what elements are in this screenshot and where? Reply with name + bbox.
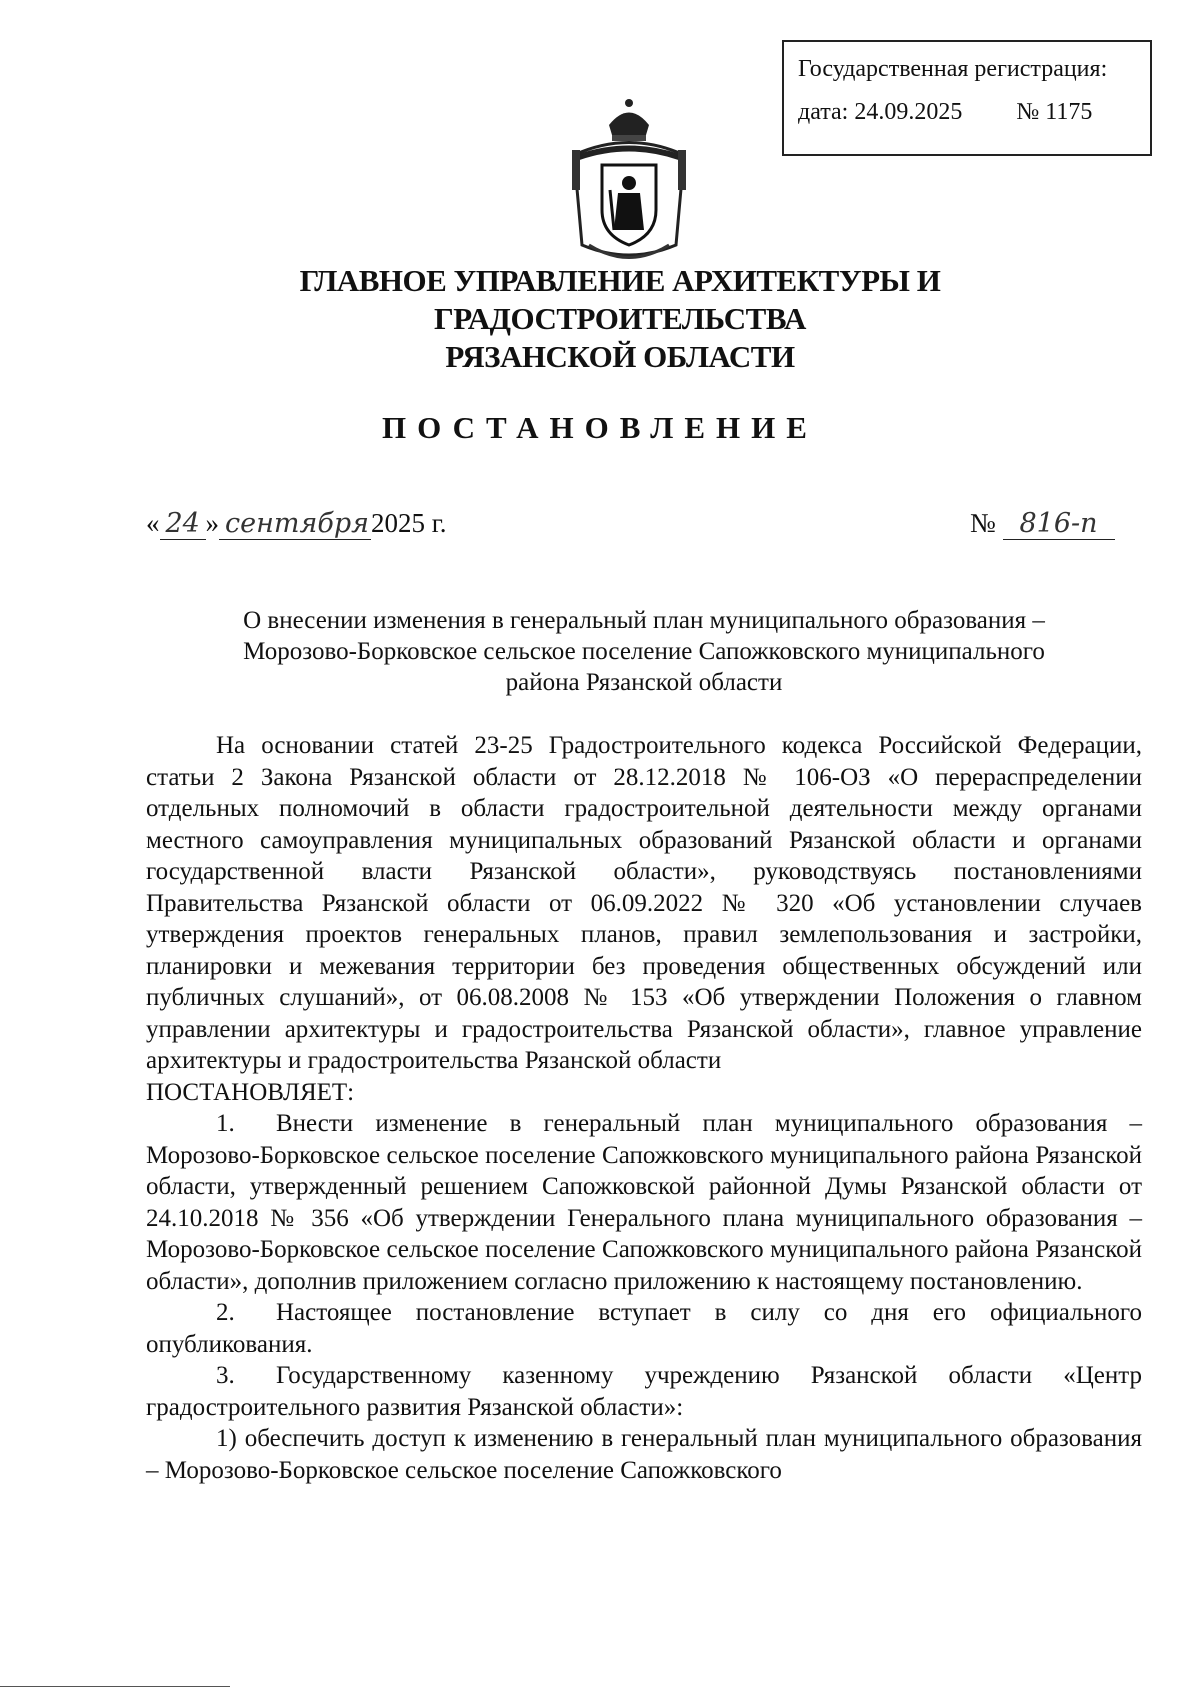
list-item-number: 2. bbox=[216, 1299, 235, 1326]
document-type: ПОСТАНОВЛЕНИЕ bbox=[382, 410, 818, 445]
registration-stamp bbox=[782, 40, 1152, 156]
preamble-paragraph: На основании статей 23-25 Градостроительного кодекса Российской Федерации, статьи 2 Закона Рязанской области от 28.12.2018 № 106-ОЗ «О перераспределении отдельных полномочий в области градостроительной деятельности между органами местного самоуправления муниципальных образований Рязанской области и органами государственной власти Рязанской области», руководствуясь постановлениями Правительства Рязанской области от 06.09.2022 № 320 «Об установлении случаев утверждения проектов генеральных планов, правил землепользования и застройки, планировки и межевания территории без проведения общественных обсуждений или публичных слушаний», от 06.08.2008 № 153 «Об утверждении Положения о главном управлении архитектуры и градостроительства Рязанской области», главное управление архитектуры и градостроительства Рязанской области bbox=[146, 732, 1142, 1074]
list-item-3 bbox=[146, 1360, 1142, 1423]
registration-date: дата: 24.09.2025 bbox=[798, 99, 963, 125]
list-item-1 bbox=[146, 1108, 1142, 1297]
document-body bbox=[146, 730, 1142, 1486]
subject-line1: О внесении изменения в генеральный план муниципального образования – bbox=[243, 607, 1045, 634]
date-open-quote: « bbox=[146, 508, 160, 538]
coat-of-arms-emblem bbox=[564, 95, 694, 265]
registration-details bbox=[798, 99, 1150, 126]
date-close-quote: » bbox=[205, 508, 219, 538]
date-day: 24 bbox=[160, 508, 206, 540]
document-number bbox=[970, 508, 1115, 540]
list-item-text: Внести изменение в генеральный план муниципального образования – Морозово-Борковское сельское поселение Сапожковского муниципального района Рязанской области, утвержденный решением Сапожковской районной Думы Рязанской области от 24.10.2018 № 356 «Об утверждении Генерального плана муниципального образования – Морозово-Борковское сельское поселение Сапожковского муниципального района Рязанской области», дополнив приложением согласно приложению к настоящему постановлению. bbox=[146, 1110, 1142, 1295]
sub-item-1: 1) обеспечить доступ к изменению в генеральный план муниципального образования – Морозово-Борковское сельское поселение Сапожковского bbox=[146, 1425, 1142, 1484]
subject-line2: Морозово-Борковское сельское поселение Сапожковского муниципального bbox=[243, 638, 1045, 665]
registration-number: № 1175 bbox=[1016, 99, 1093, 125]
list-item-number: 3. bbox=[216, 1362, 235, 1389]
organization-title-line1: ГЛАВНОЕ УПРАВЛЕНИЕ АРХИТЕКТУРЫ И ГРАДОСТРОИТЕЛЬСТВА bbox=[299, 263, 941, 336]
list-item-number: 1. bbox=[216, 1110, 235, 1137]
document-subject bbox=[146, 605, 1142, 698]
subject-line3: района Рязанской области bbox=[505, 669, 783, 696]
number-prefix: № bbox=[970, 508, 996, 538]
registration-title: Государственная регистрация: bbox=[798, 56, 1108, 82]
date-month: сентября bbox=[219, 508, 371, 540]
number-value: 816-п bbox=[1003, 508, 1115, 540]
list-item-text: Настоящее постановление вступает в силу со дня его официального опубликования. bbox=[146, 1299, 1142, 1358]
organization-title bbox=[120, 262, 1120, 376]
organization-title-line2: РЯЗАНСКОЙ ОБЛАСТИ bbox=[445, 339, 795, 374]
page-edge-rule bbox=[0, 1686, 230, 1687]
list-item-2 bbox=[146, 1297, 1142, 1360]
list-item-text: Государственному казенному учреждению Рязанской области «Центр градостроительного развития Рязанской области»: bbox=[146, 1362, 1142, 1421]
document-date bbox=[146, 508, 447, 540]
decree-word: ПОСТАНОВЛЯЕТ: bbox=[146, 1078, 355, 1106]
date-year: 2025 г. bbox=[371, 508, 447, 538]
